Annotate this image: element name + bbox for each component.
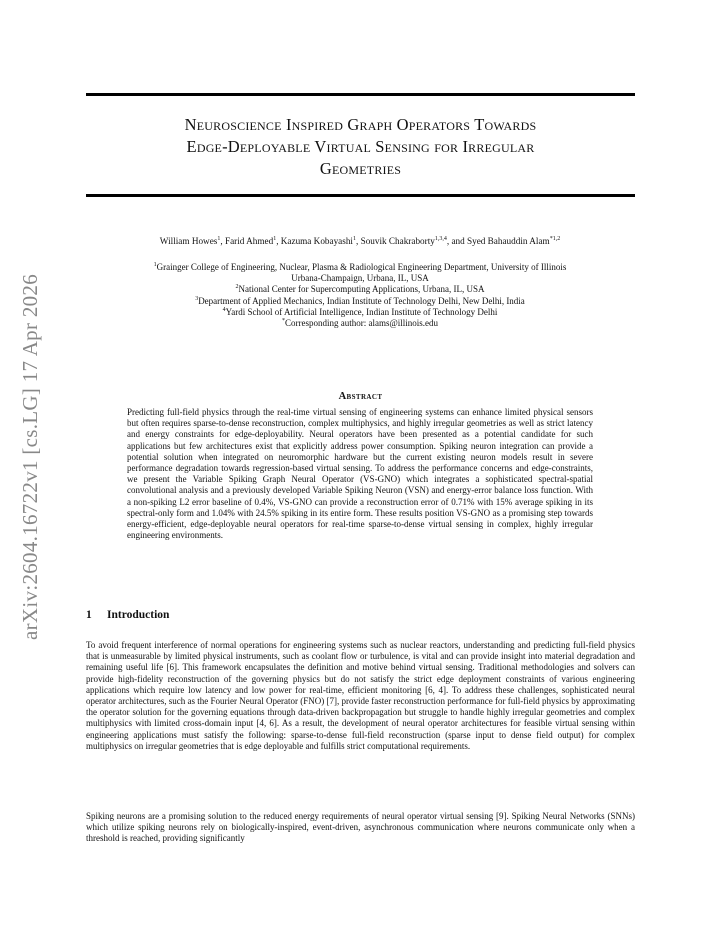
affil-text: Yardi School of Artificial Intelligence, Indian Institute of Technology Delhi — [225, 306, 498, 317]
title-line-2: Edge-Deployable Virtual Sensing for Irregular — [186, 137, 535, 156]
affil-text: Grainger College of Engineering, Nuclear, Plasma & Radiological Engineering Department, University of Illinois — [156, 262, 567, 272]
author-affil-sup: 1,3,4 — [434, 235, 447, 242]
affil-sup: 3 — [195, 295, 199, 302]
title-line-3: Geometries — [319, 159, 402, 178]
intro-paragraph-2: Spiking neurons are a promising solution to the reduced energy requirements of neural operator virtual sensing [9]. Spiking Neural Networks (SNNs) which utilize spiking neurons rely on biologically-inspired, event-driven, asynchronous communication where neurons communicate only when a threshold is reached, providing significantly — [86, 811, 635, 844]
affiliation-3 — [90, 296, 630, 307]
affil-text: National Center for Supercomputing Applications, Urbana, IL, USA — [238, 284, 485, 295]
author-name: Kazuma Kobayashi — [280, 236, 353, 246]
intro-paragraph-1: To avoid frequent interference of normal operations for engineering systems such as nuclear reactors, understanding and predicting full-field physics that is unmeasurable by limited physical instruments, such as coolant flow or turbulence, is vital and can provide insight into material degradation and remaining useful life [6]. This framework encapsulates the definition and motive behind virtual sensing. Traditional methodologies and solvers can provide high-fidelity reconstruction of the governing physics but do not satisfy the strict edge deployment constraints of various engineering applications which require low latency and low power for real-time, efficient monitoring [6, 4]. To address these challenges, sophisticated neural operator architectures, such as the Fourier Neural Operator (FNO) [7], provide faster reconstruction performance for full-field physics by approximating the operator solution for the governing equations through data-driven backpropagation but struggle to handle highly irregular geometries and complex multiphysics with limited cross-domain input [4, 6]. As a result, the development of neural operator architectures for feasible virtual sensing within engineering applications must satisfy the following: sparse-to-dense full-field reconstruction (sparse input to dense field output) for complex multiphysics on irregular geometries that is edge deployable and fulfills strict computational requirements. — [86, 640, 635, 751]
title-top-rule — [86, 93, 635, 96]
author-name: Farid Ahmed — [224, 236, 274, 246]
affil-text: Department of Applied Mechanics, Indian Institute of Technology Delhi, New Delhi, India — [198, 295, 525, 306]
section-number: 1 — [86, 609, 92, 621]
arxiv-stamp: arXiv:2604.16722v1 [cs.LG] 17 Apr 2026 — [18, 273, 42, 640]
section-heading — [86, 609, 169, 621]
affil-sup: * — [281, 318, 285, 325]
affil-sup: 2 — [235, 284, 239, 291]
author-affil-sup: 1 — [352, 235, 356, 242]
title-line-1: Neuroscience Inspired Graph Operators Towards — [184, 115, 537, 134]
author-list: William Howes$^1$, Farid Ahmed$^1$, Kazuma Kobayashi$^1$, Souvik Chakraborty$^{1,3,4}$, and Syed Bahauddin Alam$^{*1,2}$ — [159, 235, 561, 246]
abstract-body: Predicting full-field physics through the real-time virtual sensing of engineering systems can enhance limited physical sensors but often requires sparse-to-dense reconstruction, complex multiphysics, and highly irregular geometries as well as strict latency and energy constraints for edge-deployability. Neural operators have been presented as a potential candidate for such applications but few architectures exist that explicitly address power consumption. Spiking neuron integration can provide a potential solution when integrated on neuromorphic hardware but the current existing neuron models result in severe performance degradation towards regression-based virtual sensing. To address the performance concerns and edge-constraints, we present the Variable Spiking Graph Neural Operator (VS-GNO) which integrates a sophisticated spectral-spatial convolutional analysis and a previously developed Variable Spiking Neuron (VSN) and energy-error balance loss function. With a non-spiking L2 error baseline of 0.4%, VS-GNO can provide a reconstruction error of 0.71% with 15% average spiking in its spectral-only form and 1.04% with 24.5% spiking in its entire form. These results position VS-GNO as a promising step towards energy-efficient, edge-deployable neural operators for real-time sparse-to-dense virtual sensing in complex, highly irregular engineering environments. — [127, 407, 593, 541]
corresponding-author — [90, 318, 630, 329]
author-affil-sup: 1 — [217, 235, 221, 242]
affiliation-1-cont: Urbana-Champaign, Urbana, IL, USA — [291, 273, 429, 284]
author-name: William Howes — [159, 236, 218, 246]
author-affil-sup: *1,2 — [549, 235, 561, 242]
affiliation-2 — [90, 284, 630, 295]
paper-title — [86, 114, 635, 180]
title-bottom-rule — [86, 194, 635, 197]
section-title: Introduction — [107, 609, 170, 621]
affiliation-1 — [90, 262, 630, 273]
author-affil-sup: 1 — [273, 235, 277, 242]
affiliation-4 — [90, 307, 630, 318]
affil-text: Corresponding author: alams@illinois.edu — [284, 318, 439, 329]
author-name: Souvik Chakraborty — [360, 236, 435, 246]
affil-sup: 4 — [222, 306, 226, 313]
author-name: Syed Bahauddin Alam — [467, 236, 550, 246]
affiliations — [90, 262, 630, 329]
abstract-heading: Abstract — [338, 391, 383, 402]
affil-sup: 1 — [153, 262, 157, 268]
